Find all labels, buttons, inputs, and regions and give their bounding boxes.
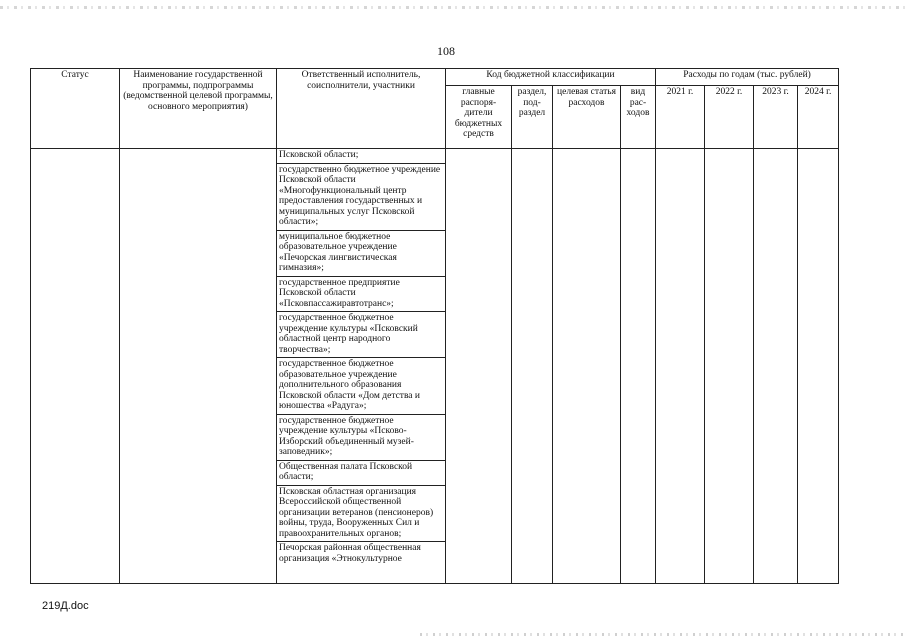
header-year-2021: 2021 г. bbox=[656, 86, 705, 149]
cell-year-2021 bbox=[656, 149, 705, 584]
cell-main-administrators bbox=[446, 149, 512, 584]
responsible-entry: государственное бюджетное образовательное учреждение дополнительного образования Псковской области «Дом детства и юношества «Радуга»; bbox=[277, 358, 445, 415]
header-year-2023: 2023 г. bbox=[754, 86, 798, 149]
responsible-entry: государственно бюджетное учреждение Псковской области «Многофункциональный центр предоставления государственных и муниципальных услуг Псковской области»; bbox=[277, 164, 445, 231]
cell-year-2022 bbox=[705, 149, 754, 584]
footer-doc-name: 219Д.doc bbox=[42, 600, 89, 612]
cell-year-2023 bbox=[754, 149, 798, 584]
cell-section bbox=[512, 149, 553, 584]
responsible-entry: Печорская районная общественная организация «Этнокультурное bbox=[279, 543, 421, 564]
header-target-item: целевая статья расходов bbox=[553, 86, 621, 149]
scan-artifact-top bbox=[0, 6, 905, 9]
header-responsible: Ответственный исполнитель, соисполнители, участники bbox=[277, 69, 446, 149]
responsible-entry: государственное предприятие Псковской области «Псковпассажиравтотранс»; bbox=[277, 277, 445, 313]
header-program-name: Наименование государственной программы, подпрограммы (ведомственной целевой программы, основного мероприятия) bbox=[120, 69, 277, 149]
header-expenses: Расходы по годам (тыс. рублей) bbox=[656, 69, 839, 86]
page-number: 108 bbox=[437, 44, 455, 58]
cell-expense-type bbox=[621, 149, 656, 584]
cell-status bbox=[31, 149, 120, 584]
header-expense-type: вид рас-ходов bbox=[621, 86, 656, 149]
cell-target-item bbox=[553, 149, 621, 584]
scan-artifact-bottom bbox=[420, 633, 905, 636]
header-year-2024: 2024 г. bbox=[798, 86, 839, 149]
responsible-entry: Псковской области; bbox=[277, 149, 445, 164]
responsible-entry: Псковская областная организация Всероссийской общественной организации ветеранов (пенсионеров) войны, труда, Вооруженных Сил и правоохранительных органов; bbox=[277, 486, 445, 543]
header-section: раздел, под-раздел bbox=[512, 86, 553, 149]
header-status: Статус bbox=[31, 69, 120, 149]
header-year-2022: 2022 г. bbox=[705, 86, 754, 149]
cell-program-name bbox=[120, 149, 277, 584]
responsible-entry: муниципальное бюджетное образовательное учреждение «Печорская лингвистическая гимназия»; bbox=[277, 231, 445, 277]
responsible-entry: государственное бюджетное учреждение культуры «Псково-Изборский объединенный музей-заповедник»; bbox=[277, 415, 445, 461]
responsible-entry: Общественная палата Псковской области; bbox=[277, 461, 445, 486]
budget-table bbox=[30, 68, 839, 584]
responsible-entry: государственное бюджетное учреждение культуры «Псковский областной центр народного творчества»; bbox=[277, 312, 445, 358]
cell-year-2024 bbox=[798, 149, 839, 584]
header-main-administrators: главные распоря-дители бюджетных средств bbox=[446, 86, 512, 149]
header-budget-code: Код бюджетной классификации bbox=[446, 69, 656, 86]
cell-responsible bbox=[277, 149, 446, 584]
